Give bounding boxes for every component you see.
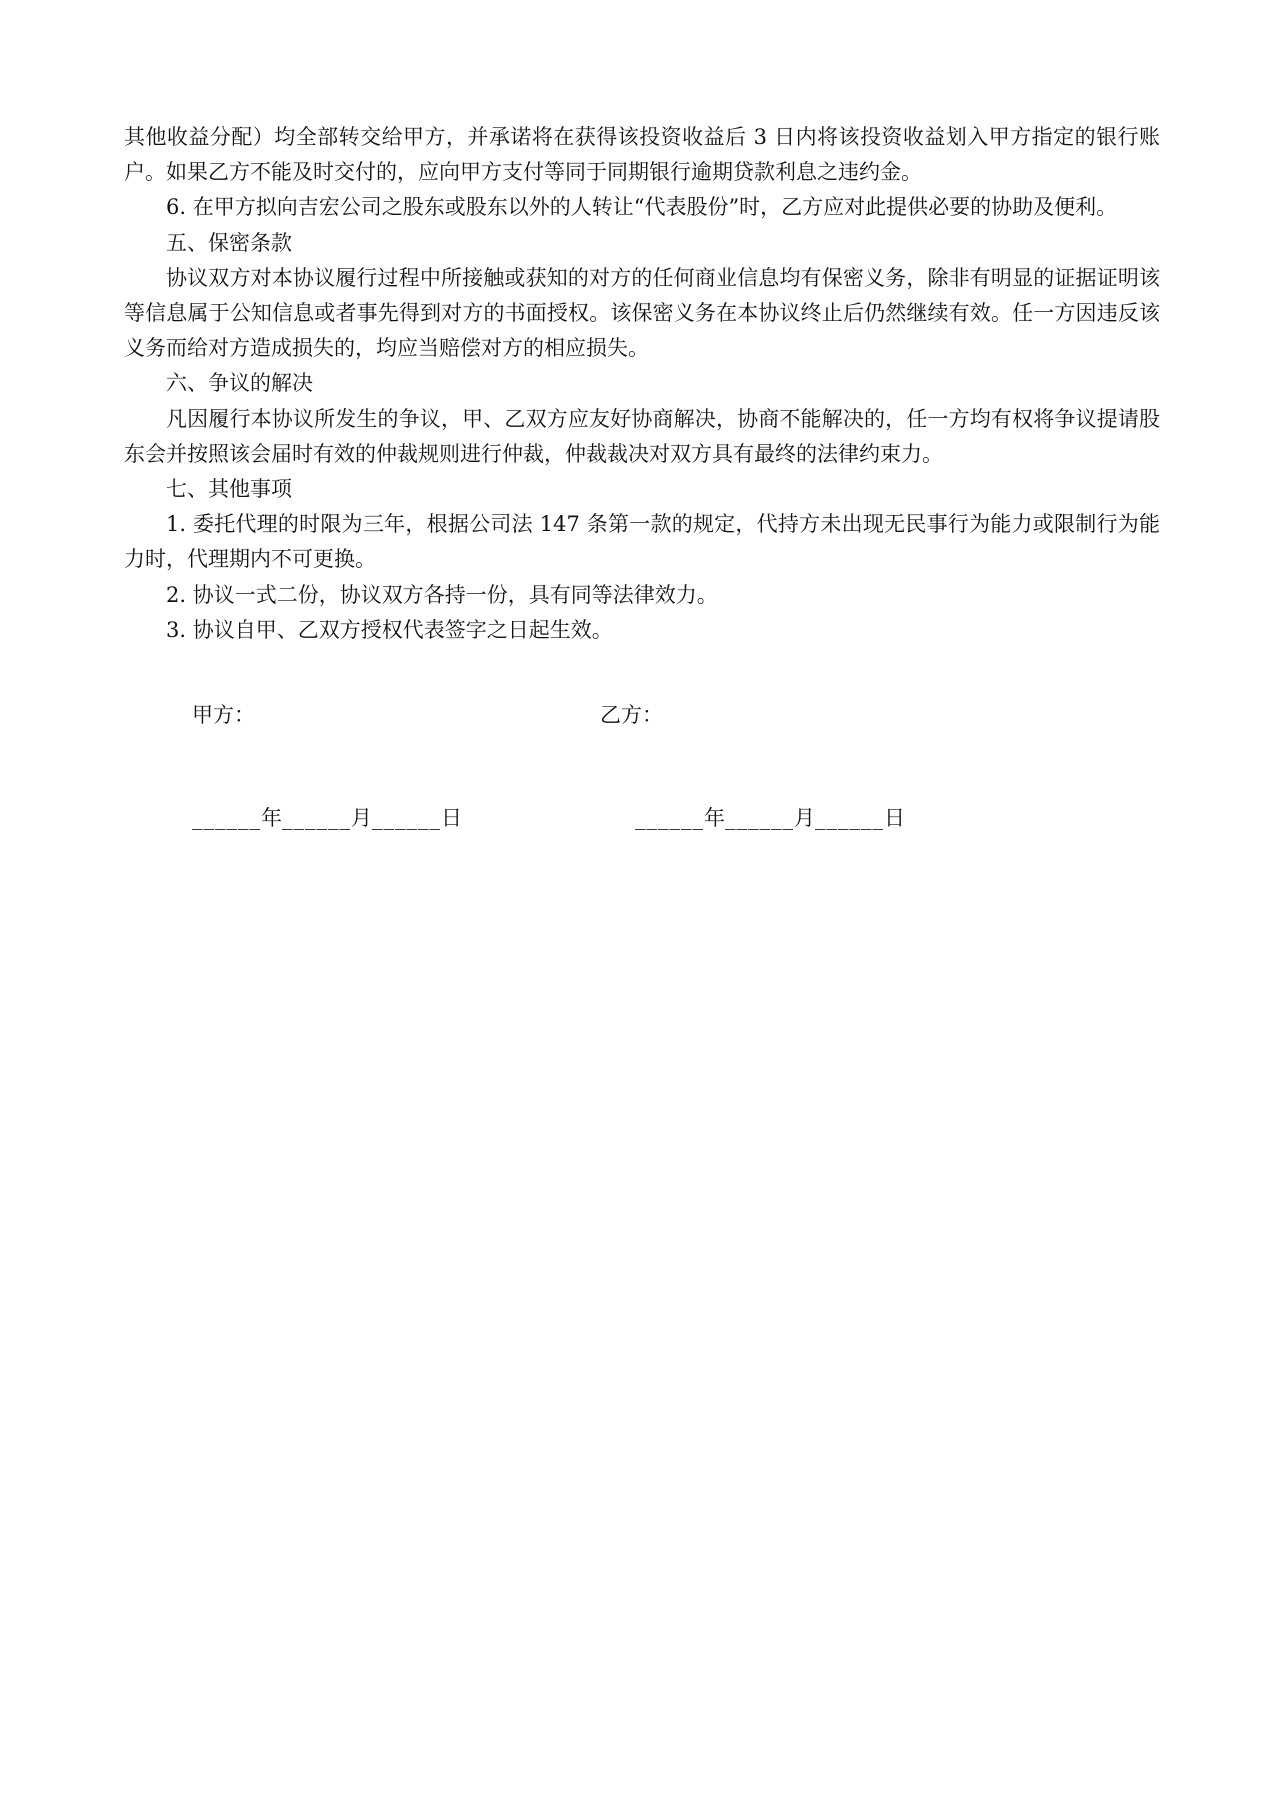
- clause-agency-term: 1. 委托代理的时限为三年，根据公司法 147 条第一款的规定，代持方未出现无民事行为能力或限制行为能力时，代理期内不可更换。: [124, 512, 1160, 572]
- clause-confidentiality: 协议双方对本协议履行过程中所接触或获知的对方的任何商业信息均有保密义务，除非有明显的证据证明该等信息属于公知信息或者事先得到对方的书面授权。该保密义务在本协议终止后仍然继续有效。任一方因违反该义务而给对方造成损失的，均应当赔偿对方的相应损失。: [124, 265, 1160, 361]
- section-heading-confidentiality: 五、保密条款: [166, 230, 292, 255]
- party-b-date-line: [635, 802, 905, 832]
- day-blank: ______: [815, 806, 884, 830]
- month-blank: ______: [725, 806, 794, 830]
- month-label: 月: [351, 806, 372, 830]
- clause-dispute-resolution: 凡因履行本协议所发生的争议，甲、乙双方应友好协商解决，协商不能解决的，任一方均有权将争议提请股东会并按照该会届时有效的仲裁规则进行仲裁，仲裁裁决对双方具有最终的法律约束力。: [124, 406, 1160, 466]
- year-label: 年: [261, 806, 282, 830]
- clause-effective-date: 3. 协议自甲、乙双方授权代表签字之日起生效。: [166, 617, 613, 642]
- year-label: 年: [704, 806, 725, 830]
- party-a-date-line: [192, 802, 462, 832]
- day-blank: ______: [372, 806, 441, 830]
- paragraph-income-transfer: 其他收益分配）均全部转交给甲方，并承诺将在获得该投资收益后 3 日内将该投资收益划入甲方指定的银行账户。如果乙方不能及时交付的，应向甲方支付等同于同期银行逾期贷款利息之违约金。: [124, 125, 1160, 185]
- clause-copies: 2. 协议一式二份，协议双方各持一份，具有同等法律效力。: [166, 582, 718, 607]
- month-blank: ______: [282, 806, 351, 830]
- month-label: 月: [794, 806, 815, 830]
- year-blank: ______: [635, 806, 704, 830]
- section-heading-dispute: 六、争议的解决: [166, 371, 313, 396]
- day-label: 日: [441, 806, 462, 830]
- party-a-signature-label: 甲方：: [192, 703, 255, 727]
- party-b-signature-label: 乙方：: [600, 703, 663, 727]
- clause-share-transfer-assistance: 6. 在甲方拟向吉宏公司之股东或股东以外的人转让“代表股份”时，乙方应对此提供必要的协助及便利。: [166, 195, 1118, 220]
- agreement-body: [124, 120, 1160, 648]
- day-label: 日: [884, 806, 905, 830]
- year-blank: ______: [192, 806, 261, 830]
- section-heading-other-matters: 七、其他事项: [166, 477, 292, 502]
